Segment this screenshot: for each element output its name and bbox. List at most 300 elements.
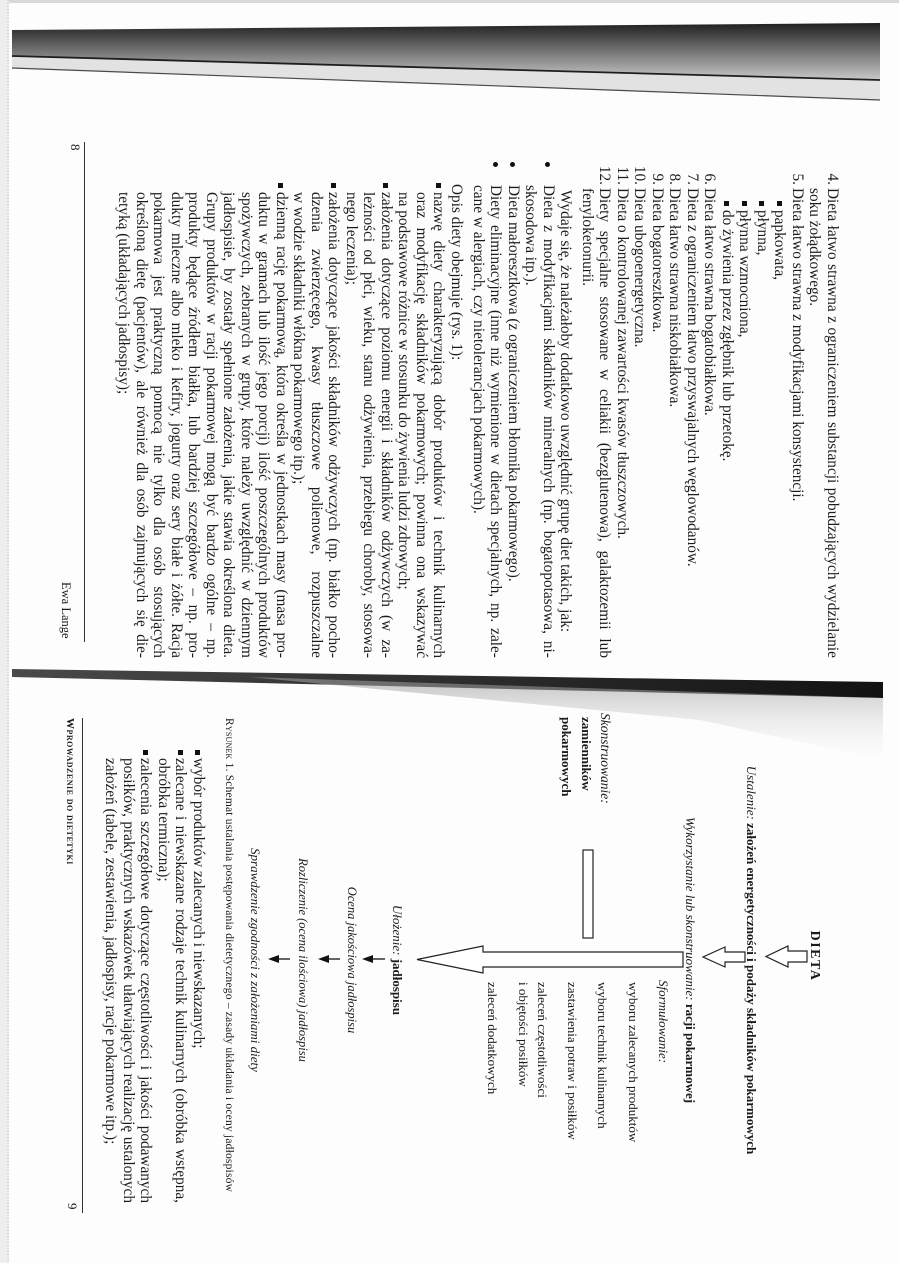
text-line [255,192,273,658]
caption-text: Schemat ustalania postępowania dietetycznego – zasady układania i oceny jadłospisów [223,774,235,1193]
word: technik [430,530,448,576]
word: stosowa- [360,603,378,658]
word: jego [255,371,273,399]
word: die- [132,634,150,658]
word: podawanych [137,1125,155,1203]
word: zostały [220,290,238,334]
word: ogólne [202,573,220,616]
word: jednostkach [272,471,290,545]
word: lub [185,415,203,436]
line-text [487,185,505,658]
line-text: Dieta łatwo strawna z modyfikacjami konsystencji. [789,188,806,502]
word: charakteryzującą [430,281,448,385]
right-branch-item: zaleceń częstotliwości [535,982,550,1098]
numbered-item [596,165,614,658]
word: z [539,225,557,232]
word: i [137,1065,155,1070]
word: być [202,493,220,517]
square-bullet-icon [725,201,730,206]
line-text: płynna, [754,210,771,256]
word: jakie [220,475,238,505]
figure-caption [223,718,235,1192]
line-text: Wydaje się, że należałoby dodatkowo uwzględnić grupę diet takich, jak: [557,190,575,633]
line-text: Dieta małoresztkowa (z ograniczeniem błonnika pokarmowego). [504,185,522,582]
word: grupy, [237,372,255,411]
page-number: 8 [68,144,83,151]
square-bullet-item [377,192,395,658]
line-text: założeń (tabele, zestawienia, jadłospisy, racje pokarmowe itp.); [102,758,120,1145]
word: racji [202,332,220,360]
word: mogą [202,451,220,486]
line-text: papkowata, [771,210,789,281]
square-bullet-icon [196,750,201,755]
numbered-item [614,166,632,658]
line-text: w wodzie składniki włókna pokarmowego itp.); [290,192,308,485]
line-text [539,185,557,658]
word: (bezglutenowa), [596,442,614,542]
sub-bullet-item [771,210,789,658]
word: dietach [487,470,505,516]
word: eliminacyjne [487,225,505,305]
numbered-item [789,173,807,658]
figure-step-wykorzystanie [683,700,697,1220]
word: oraz [167,473,185,500]
word: kulinarnych [172,1009,190,1084]
word: strawna [824,264,841,312]
word: z [824,316,841,324]
word: stosowane [596,296,614,361]
word: pro- [185,632,203,658]
line-text [824,188,842,658]
word: sery [167,505,185,532]
word: mleko [167,322,185,361]
figure-step-sprawdzenie: Sprawdzenie zgodności z założeniami diety [248,848,263,1072]
line-text [172,758,190,1203]
word: np. [202,638,220,658]
filled-arrow-icon [362,955,373,963]
word: ni- [539,640,557,658]
word: w [237,579,255,591]
item-number: 10. [631,165,649,185]
figure-step-ocena: Ocena jakościowa jadłospisu [345,886,359,1034]
word: mleczne [167,232,185,284]
square-bullet-icon [777,201,782,206]
line-text [325,192,343,658]
word: również [132,405,150,456]
word: ilość [255,336,273,366]
line-text: płynna wzmocniona, [736,210,754,338]
word: (pacjentów), [132,296,150,373]
line-text [360,192,378,658]
footer-rule [82,718,83,1213]
word: założenia [377,192,395,250]
word: od [360,249,378,265]
line-text [132,192,150,658]
square-bullet-icon [760,201,765,206]
paragraph-line [447,184,465,658]
word: galaktozemii [596,550,614,630]
numbered-item [701,173,719,658]
word: mineralnych [539,416,557,493]
figure-title: DIETA [807,930,822,982]
right-branch-item: zastawienia potraw i posiłków [565,982,580,1140]
line-text: Dieta bogatoresztkowa. [649,188,666,333]
word: ilość [255,451,273,481]
line-text: Dieta łatwo strawna niskobiałkowa. [666,188,684,408]
word: tłuszczowe [307,401,325,470]
word: odżywczych [377,530,395,607]
word: Diety [596,188,614,222]
dot-bullet-item [539,185,557,658]
line-text: obróbka termiczna); [155,758,172,882]
word: ale [132,380,150,399]
word: pokarmowa [150,192,168,265]
line-text [430,192,448,658]
item-number: 11. [614,166,631,185]
word: (np. [325,538,343,563]
word: bogatopotasowa, [539,530,557,634]
word: powinna [412,494,430,547]
word: np. [185,604,203,624]
word: produkty [185,192,203,248]
numbered-item [649,173,667,658]
word: i [430,516,448,521]
line-text [202,192,220,658]
line-text: Dieta o kontrolowanej zawartości kwasów tłuszczowych. [614,188,631,539]
text-line [342,192,360,658]
word: pokarmowych; [412,393,430,485]
filled-arrow-icon [318,955,329,963]
word: praktycznych [120,821,137,904]
word: polienowe, [307,486,325,555]
word: jakości [325,325,343,370]
word: wstępna, [172,1149,190,1203]
text-line [579,188,597,658]
line-text: wybór produktów zalecanych i niewskazanych; [190,758,207,1049]
word: nazwę [430,192,448,232]
word: stosujących [150,586,168,658]
word: osób [150,546,168,576]
left-page [60,130,860,670]
word: porcji) [255,404,273,446]
numbered-item [631,165,649,658]
word: zajmujących [132,525,150,603]
word: się [132,609,150,627]
word: ona [412,556,430,579]
word: w [237,354,255,366]
item-number: 7. [684,173,701,185]
figure-step-ulozenie [390,700,404,1220]
line-text [120,758,138,1203]
square-bullet-icon [331,183,336,188]
dot-bullet-icon [510,162,515,167]
footer-rule [84,142,85,642]
sub-bullet-item [736,210,754,658]
word: produktów [202,239,220,306]
line-text: nego leczenia); [342,192,360,285]
word: zalecenia [137,758,155,815]
word: dzenia [307,192,325,232]
left-branch-label: Skonstruowanie: [598,713,613,804]
text-line [202,192,220,658]
square-bullet-item [172,758,190,1203]
line-text: fenyloketonurii. [579,188,596,287]
text-line [290,192,308,658]
word: płci, [360,271,378,299]
word: Diety [487,185,505,219]
word: (obróbka [172,1088,190,1144]
word: stanu [360,354,378,387]
word: składników [539,338,557,410]
word: białka, [185,365,203,407]
sub-bullet-item [754,210,772,658]
word: kulinarnych [430,584,448,658]
word: rodzaje [172,909,190,955]
dot-bullet-icon [493,162,498,167]
word: osób [132,488,150,518]
word: Dieta [539,185,557,219]
word: celiakii [596,388,614,434]
step-value: jadłospisu [390,958,405,1016]
right-branch-label: Sformułowanie: [656,980,671,1064]
left-branch-item: pokarmowych [559,717,574,797]
word: określona [220,557,238,618]
word: – [185,588,203,597]
numbered-item [684,173,702,658]
item-number: 9. [649,173,666,185]
word: niewskazane [172,825,190,904]
text-line [115,192,133,658]
line-text [412,192,430,658]
word: praktyczną [150,307,168,375]
word: bardziej [185,443,203,493]
word: i [167,573,185,578]
word: pomocą [150,385,168,434]
word: pokarmowej [202,367,220,444]
square-bullet-icon [436,183,441,188]
word: specjalnych, [487,521,505,598]
text-line [412,192,430,658]
word: zebranych [237,284,255,348]
word: choroby, [360,543,378,597]
word: dotyczące [137,905,155,967]
word: poszczególnych [255,487,273,586]
word: określa [272,402,290,447]
text-line [150,192,168,658]
word: lub [596,638,614,658]
word: technik [172,959,190,1005]
word: wymienione [487,372,505,448]
word: która [272,364,290,397]
word: za- [377,639,395,658]
caption-label: Rysunek 1. [223,718,235,772]
text-line [167,192,185,658]
word: założenia, [220,406,238,469]
word: szczegółowe [185,501,203,580]
text-line [522,185,540,658]
square-bullet-icon [383,183,388,188]
text-line [237,192,255,658]
word: założenia [325,192,343,250]
text-line [220,192,238,658]
word: rację [272,246,290,276]
word: modyfikację [412,227,430,305]
word: dzienną [272,192,290,240]
word: posiłków, [120,758,137,817]
word: produktów [430,440,448,507]
square-bullet-item [190,758,208,1203]
line-text [150,192,168,658]
word: jadłospisie, [220,192,238,262]
word: duktu [255,192,273,227]
word: w [272,453,290,465]
line-text: do żywienia przez zgłębnik lub przetokę. [719,210,736,462]
word: dobór [430,394,448,431]
square-bullet-item [137,758,155,1203]
word: Grupy [202,192,220,232]
figure-step-rozliczenie: Rozliczenie (ocena ilościowa) jadłospisu [296,858,310,1062]
item-number: 6. [701,173,719,185]
line-text: soku żołądkowego. [806,188,824,307]
word: w [202,313,220,325]
text-line [155,758,173,1203]
word: (inne [487,310,505,342]
word: przebiegu [360,475,378,537]
word: należy [237,455,255,496]
word: wieku, [360,306,378,348]
word: by [220,268,238,284]
word: dukty [167,192,185,227]
word: wydzielanie [824,584,841,658]
word: dla [150,516,168,536]
word: zale- [487,628,505,658]
word: produktów [255,591,273,658]
square-bullet-item [272,192,290,658]
word: w [487,453,505,465]
word: w [596,369,614,381]
filled-arrow-icon [268,955,279,963]
right-page [60,700,880,1240]
word: składników [377,451,395,523]
text-line [102,758,120,1203]
line-text [220,192,238,658]
line-text: cane w alergiach, czy nietolerancjach pokarmowych). [469,185,487,514]
dot-bullet-item [487,185,505,658]
word: masy [272,550,290,583]
word: pobudzających [824,487,841,580]
line-text: Opis diety obejmuje (rys. 1): [447,184,465,361]
line-text [272,192,290,658]
word: np. [487,603,505,623]
word: składników [325,376,343,447]
paragraph-line [557,190,575,658]
branch-connector-box [583,850,593,938]
word: wskazywać [412,587,430,658]
word: gramach [255,251,273,304]
right-branch-item: wyboru technik kulinarnych [595,982,610,1129]
word: modyfikacjami [539,238,557,332]
line-text: skosodowa itp.). [522,185,540,286]
line-text [167,192,185,658]
word: łatwo [824,225,841,260]
text-line [469,185,487,658]
right-branch-item: i objętości posiłków [516,982,531,1087]
word: ograniczeniem [824,327,841,418]
line-text: tetyką (układających jadłospisy); [115,192,133,395]
line-text [307,192,325,658]
word: oraz [412,192,430,219]
page-number: 9 [65,1203,80,1210]
word: dotyczące [325,257,343,319]
word: w [255,233,273,245]
word: pro- [272,632,290,658]
word: – [202,623,220,631]
line-text [255,192,273,658]
line-text: na podstawowe różnice w stosunku do żywienia ludzi zdrowych; [395,192,413,590]
line-text [596,188,614,658]
word: (np. [539,499,557,524]
word: określoną [132,192,150,252]
line-text: Dieta łatwo strawna bogatobiałkowa. [701,188,719,416]
word: dieta. [220,624,238,658]
word: jakości [137,1076,155,1120]
left-branch-item: zamienników [579,717,594,791]
line-text [237,192,255,658]
word: Dieta [824,188,841,222]
right-branch-item: wyboru zalecanych produktów [626,982,641,1143]
text-line [185,192,203,658]
left-page-body [115,130,841,670]
square-bullet-item [325,192,343,658]
item-number: 5. [789,173,806,185]
word: pokarmową, [272,282,290,359]
word: białko [325,569,343,609]
square-bullet-icon [278,183,283,188]
big-hollow-arrow-icon [417,946,683,973]
word: odżywczych [325,454,343,531]
word: i [167,366,185,372]
word: tylko [150,474,168,507]
line-text: Dieta ubogoenergetyczna. [631,188,649,348]
word: spełnione [220,340,238,400]
word: źródłem [185,306,203,358]
word: jogurty [167,422,185,467]
word: ustalonych [120,1136,137,1203]
step-value: założeń energetyczności i podaży składników pokarmowych [744,823,759,1155]
word: substancji [824,422,841,484]
word: szczegółowe [137,821,155,900]
dot-bullet-item [504,185,522,658]
text-line [395,192,413,658]
running-footer-title: Wprowadzenie do dietetyki [64,718,76,865]
figure-step-ustalenie [744,700,758,1220]
running-footer-author: Ewa Lange [59,582,73,639]
text-line [120,758,138,1203]
word: lub [255,310,273,330]
word: kwasy [307,345,325,386]
numbered-item [666,173,684,658]
word: energii [377,388,395,432]
dot-bullet-icon [545,162,550,167]
step-label: Wykorzystanie lub skonstruowanie: [683,816,698,1001]
right-page-body [102,700,207,1240]
word: i [377,439,395,444]
word: dziennym [237,597,255,658]
word: odżywienia, [360,394,378,469]
word: stawia [220,511,238,551]
numbered-item [824,173,842,658]
right-branch-item: zaleceń dodatkowych [485,982,500,1095]
